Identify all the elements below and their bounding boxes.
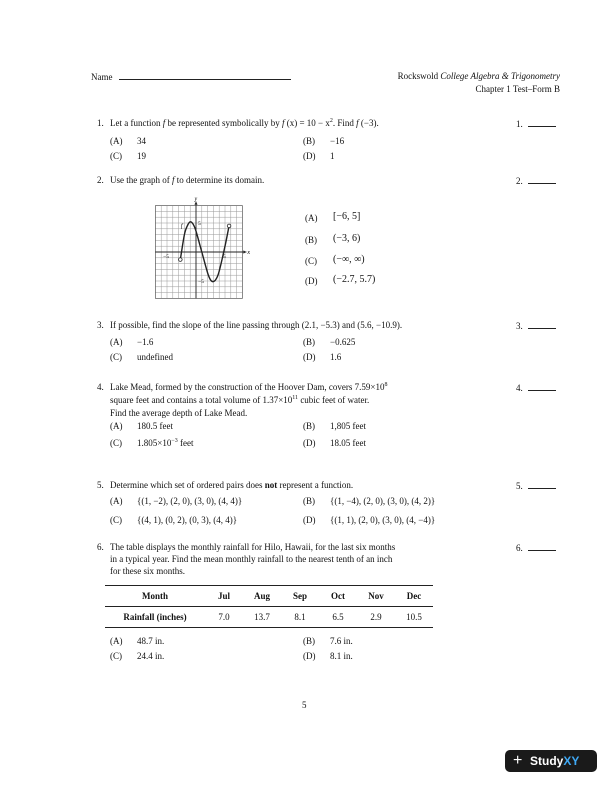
q3-choice-d-text: 1.6 [330, 352, 342, 362]
q4-choice-c[interactable]: (C) [110, 438, 122, 448]
left-endpoint [179, 258, 183, 262]
x-tick-5: 5 [223, 254, 226, 260]
q3-choice-a[interactable]: (A) [110, 337, 123, 347]
table-cell: 10.5 [395, 607, 433, 628]
q1-choice-b-text: −16 [330, 136, 345, 146]
q4-choice-c-text: $1.805\times 10^{-3}$ feet [137, 438, 194, 448]
q1-choice-a-text: 34 [137, 136, 146, 146]
x-tick-neg5: −5 [163, 254, 169, 260]
q4-answer-line[interactable]: 4. [516, 382, 556, 393]
table-cell: 6.5 [319, 607, 357, 628]
q2-number: 2. [97, 175, 104, 185]
q2-prompt: Use the graph of f to determine its domain. [110, 175, 265, 185]
q2-graph [150, 196, 251, 304]
q3-choice-b-text: −0.625 [330, 337, 356, 347]
q5-answer-line[interactable]: 5. [516, 480, 556, 491]
q6-choice-a[interactable]: (A) [110, 636, 123, 646]
q1-choice-b[interactable]: (B) [303, 136, 315, 146]
q2-answer-line[interactable]: 2. [516, 175, 556, 186]
plus-icon: + [513, 752, 523, 769]
curve-label: f [180, 223, 183, 230]
name-label: Name [91, 71, 291, 82]
q4-choice-d-text: 18.05 feet [330, 438, 366, 448]
q6-choice-b[interactable]: (B) [303, 636, 315, 646]
q5-choice-b-text: {(1, −4), (2, 0), (3, 0), (4, 2)} [330, 496, 436, 506]
page-number: 5 [302, 700, 307, 710]
q5-choice-a[interactable]: (A) [110, 496, 123, 506]
q6-answer-line[interactable]: 6. [516, 542, 556, 553]
q6-line1: The table displays the monthly rainfall for Hilo, Hawaii, for the last six months [110, 542, 396, 552]
table-row [105, 607, 433, 628]
chapter-subtitle: Chapter 1 Test–Form B [475, 84, 560, 94]
q5-number: 5. [97, 480, 104, 490]
y-axis-label: y [194, 196, 198, 203]
q3-prompt: If possible, find the slope of the line passing through (2.1, −5.3) and (5.6, −10.9). [110, 320, 403, 330]
q2-choice-d[interactable]: (D) [305, 276, 318, 286]
q6-choice-b-text: 7.6 in. [330, 636, 353, 646]
table-header-cell: Oct [319, 586, 357, 607]
q4-line2: square feet and contains a total volume of $1.37\times 10^{11}$ cubic feet of water. [110, 395, 370, 405]
logo-brand: Study [530, 754, 564, 768]
q3-answer-line[interactable]: 3. [516, 320, 556, 331]
q6-choice-c[interactable]: (C) [110, 651, 122, 661]
q1-choice-d[interactable]: (D) [303, 151, 316, 161]
q5-prompt: Determine which set of ordered pairs does not represent a function. [110, 480, 354, 490]
q1-choice-c[interactable]: (C) [110, 151, 122, 161]
q5-choice-a-text: {(1, −2), (2, 0), (3, 0), (4, 4)} [137, 496, 243, 506]
q4-choice-d[interactable]: (D) [303, 438, 316, 448]
q3-choice-a-text: −1.6 [137, 337, 154, 347]
y-tick-5: 5 [198, 221, 201, 227]
table-header-cell: Month [105, 586, 205, 607]
table-cell: 2.9 [357, 607, 395, 628]
table-cell: 13.7 [243, 607, 281, 628]
q3-choice-d[interactable]: (D) [303, 352, 316, 362]
q2-choice-b[interactable]: (B) [305, 235, 317, 245]
q3-choice-c[interactable]: (C) [110, 352, 122, 362]
q1-prompt: Let a function f be represented symbolically by f $(x) = 10 - x^2$. Find f (−3). [110, 118, 379, 128]
book-title: Rockswold College Algebra & Trigonometry [397, 71, 560, 81]
q2-choice-b-text: (−3, 6) [333, 233, 361, 244]
table-header-cell: Jul [205, 586, 243, 607]
q4-choice-a[interactable]: (A) [110, 421, 123, 431]
q5-choice-d-text: {(1, 1), (2, 0), (3, 0), (4, −4)} [330, 515, 436, 525]
name-blank[interactable] [119, 71, 291, 80]
rainfall-table-header [105, 586, 433, 607]
q2-choice-d-text: (−2.7, 5.7) [333, 274, 376, 285]
q3-number: 3. [97, 320, 104, 330]
table-row-label: Rainfall (inches) [105, 607, 205, 628]
table-header-cell: Dec [395, 586, 433, 607]
rainfall-table [105, 585, 433, 628]
q1-choice-d-text: 1 [330, 151, 335, 161]
q6-number: 6. [97, 542, 104, 552]
table-header-cell: Sep [281, 586, 319, 607]
q4-number: 4. [97, 382, 104, 392]
q5-choice-c-text: {(4, 1), (0, 2), (0, 3), (4, 4)} [137, 515, 238, 525]
q6-choice-a-text: 48.7 in. [137, 636, 165, 646]
q6-choice-d-text: 8.1 in. [330, 651, 353, 661]
q6-choice-d[interactable]: (D) [303, 651, 316, 661]
q4-choice-a-text: 180.5 feet [137, 421, 173, 431]
q1-choice-a[interactable]: (A) [110, 136, 123, 146]
q6-line3: for these six months. [110, 566, 185, 576]
q2-choice-a[interactable]: (A) [305, 213, 318, 223]
table-cell: 7.0 [205, 607, 243, 628]
q4-line1: Lake Mead, formed by the construction of the Hoover Dam, covers $7.59\times 10^8$ [110, 382, 388, 392]
q6-line2: in a typical year. Find the mean monthly rainfall to the nearest tenth of an inch [110, 554, 393, 564]
right-endpoint [227, 224, 231, 228]
table-header-cell: Aug [243, 586, 281, 607]
q5-choice-c[interactable]: (C) [110, 515, 122, 525]
q2-choice-c-text: (−∞, ∞) [333, 254, 365, 265]
q4-line3: Find the average depth of Lake Mead. [110, 408, 248, 418]
q4-choice-b[interactable]: (B) [303, 421, 315, 431]
q3-choice-c-text: undefined [137, 352, 173, 362]
q3-choice-b[interactable]: (B) [303, 337, 315, 347]
q1-answer-line[interactable]: 1. [516, 118, 556, 129]
table-header-cell: Nov [357, 586, 395, 607]
q5-choice-d[interactable]: (D) [303, 515, 316, 525]
studyxy-logo[interactable] [505, 750, 597, 772]
q6-choice-c-text: 24.4 in. [137, 651, 165, 661]
table-cell: 8.1 [281, 607, 319, 628]
x-axis-label: x [247, 250, 251, 256]
q5-choice-b[interactable]: (B) [303, 496, 315, 506]
q1-number: 1. [97, 118, 104, 128]
logo-brand-accent: XY [563, 754, 580, 768]
q2-choice-c[interactable]: (C) [305, 256, 317, 266]
q1-choice-c-text: 19 [137, 151, 146, 161]
y-tick-neg5: −5 [198, 279, 204, 285]
q2-choice-a-text: [−6, 5] [333, 211, 361, 222]
q4-choice-b-text: 1,805 feet [330, 421, 366, 431]
